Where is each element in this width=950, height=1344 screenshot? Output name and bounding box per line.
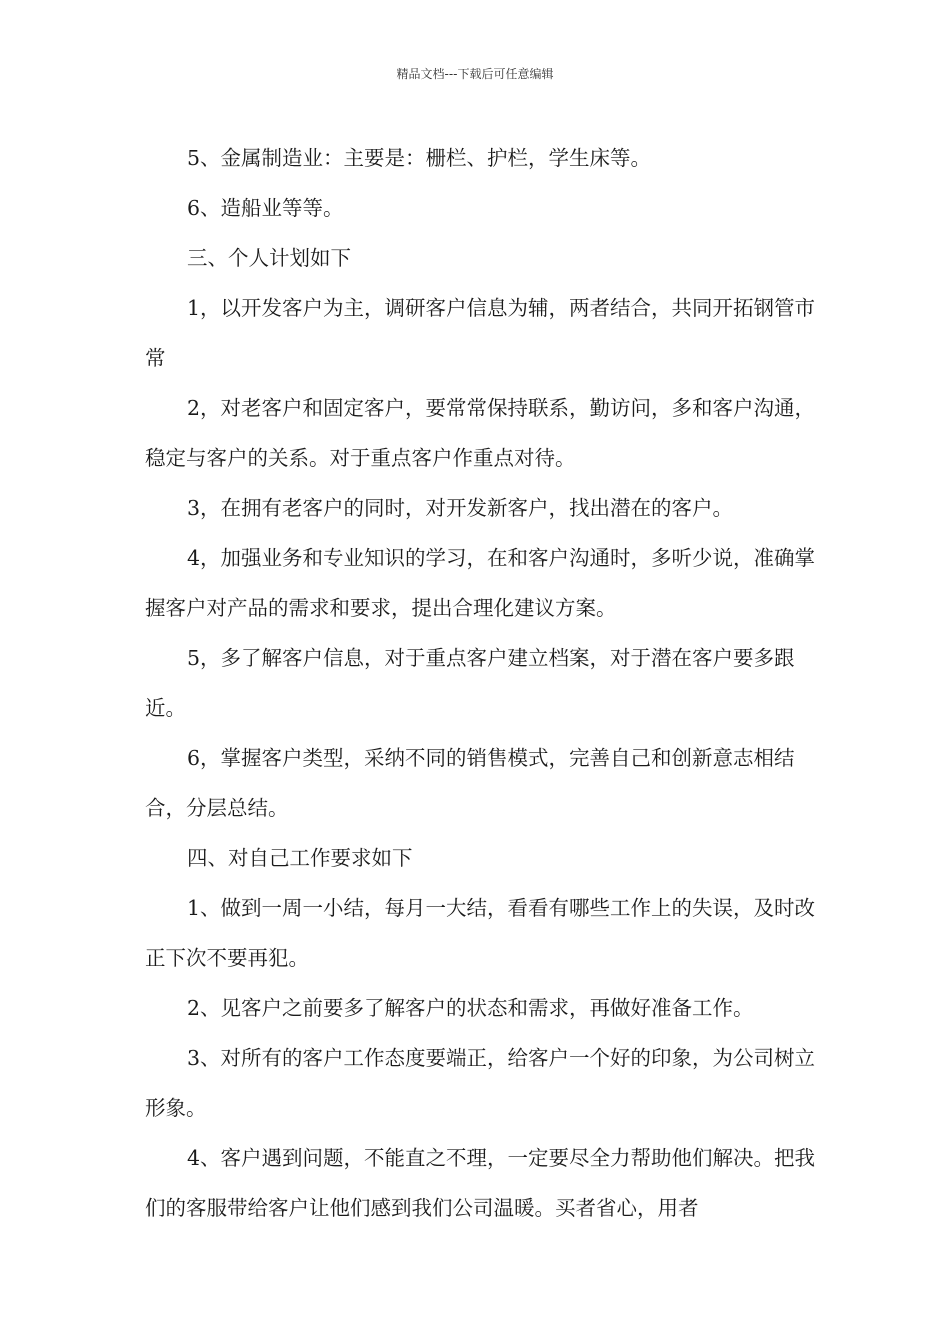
paragraph: 3，在拥有老客户的同时，对开发新客户，找出潜在的客户。	[187, 496, 734, 520]
paragraph: 2、见客户之前要多了解客户的状态和需求，再做好准备工作。	[187, 996, 754, 1020]
paragraph: 3、对所有的客户工作态度要端正，给客户一个好的印象，为公司树立形象。	[145, 1046, 816, 1120]
section-heading: 四、对自己工作要求如下	[187, 846, 413, 870]
paragraph: 2，对老客户和固定客户，要常常保持联系，勤访问，多和客户沟通，稳定与客户的关系。对于重点客户作重点对待。	[145, 396, 816, 470]
paragraph: 1、做到一周一小结，每月一大结，看看有哪些工作上的失误，及时改正下次不要再犯。	[145, 896, 816, 970]
paragraph: 4，加强业务和专业知识的学习，在和客户沟通时，多听少说，准确掌握客户对产品的需求和要求，提出合理化建议方案。	[145, 546, 816, 620]
section-heading: 三、个人计划如下	[187, 246, 352, 270]
paragraph: 4、客户遇到问题，不能直之不理，一定要尽全力帮助他们解决。把我们的客服带给客户让他们感到我们公司温暖。买者省心，用者	[145, 1146, 816, 1220]
paragraph: 6、造船业等等。	[187, 196, 344, 220]
page-header: 精品文档---下载后可任意编辑	[396, 67, 554, 81]
paragraph: 1，以开发客户为主，调研客户信息为辅，两者结合，共同开拓钢管市常	[145, 296, 816, 370]
document-body	[145, 133, 821, 1233]
paragraph: 5、金属制造业：主要是：栅栏、护栏，学生床等。	[187, 146, 652, 170]
paragraph: 5，多了解客户信息，对于重点客户建立档案，对于潜在客户要多跟近。	[145, 646, 795, 720]
paragraph: 6，掌握客户类型，采纳不同的销售模式，完善自己和创新意志相结合，分层总结。	[145, 746, 795, 820]
